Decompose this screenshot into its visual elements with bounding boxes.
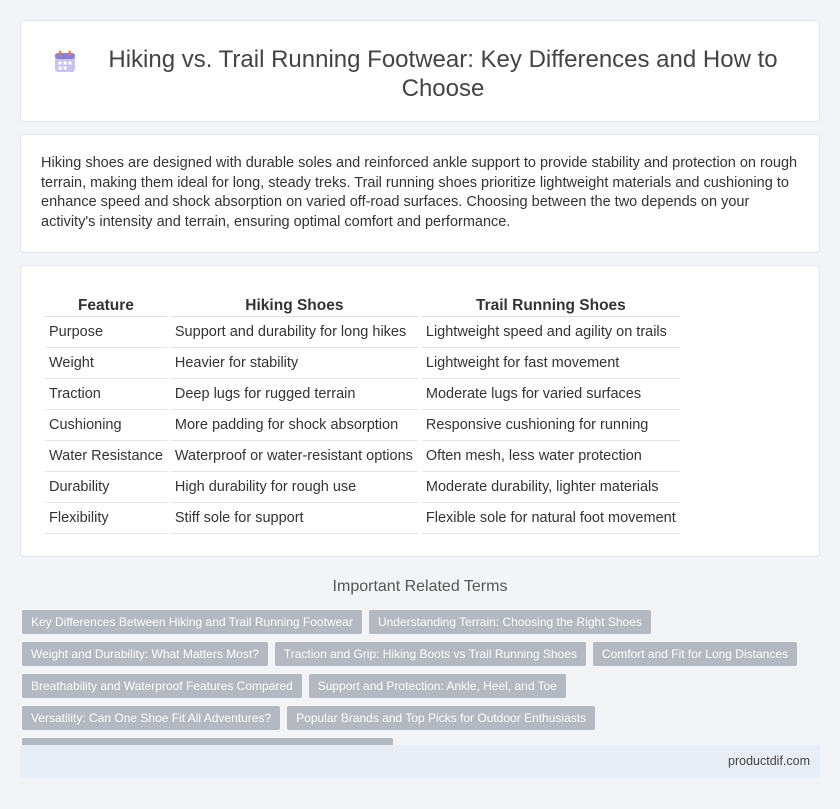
site-name[interactable]: productdif.com xyxy=(728,754,810,768)
comparison-table xyxy=(41,294,684,534)
table-row xyxy=(45,472,680,503)
related-term-tag[interactable]: Comfort and Fit for Long Distances xyxy=(593,642,797,666)
table-row xyxy=(45,441,680,472)
table-cell: Moderate durability, lighter materials xyxy=(422,472,680,503)
related-term-tag[interactable]: Understanding Terrain: Choosing the Right Shoes xyxy=(369,610,651,634)
column-header: Trail Running Shoes xyxy=(422,294,680,317)
table-row xyxy=(45,503,680,534)
column-header: Hiking Shoes xyxy=(171,294,418,317)
header-card xyxy=(20,20,820,122)
table-row xyxy=(45,379,680,410)
comparison-card xyxy=(20,265,820,557)
table-cell: Lightweight for fast movement xyxy=(422,348,680,379)
table-cell: Cushioning xyxy=(45,410,167,441)
table-cell: Lightweight speed and agility on trails xyxy=(422,317,680,348)
table-cell: Stiff sole for support xyxy=(171,503,418,534)
intro-text: Hiking shoes are designed with durable soles and reinforced ankle support to provide stability and protection on rough terrain, making them ideal for long, steady treks. Trail running shoes prioritize lightweight materials and cushioning to enhance speed and shock absorption on varied off-road surfaces. Choosing between the two depends on your activity's intensity and terrain, ensuring optimal comfort and performance. xyxy=(41,155,798,230)
table-cell: Traction xyxy=(45,379,167,410)
table-cell: Purpose xyxy=(45,317,167,348)
table-cell: Often mesh, less water protection xyxy=(422,441,680,472)
table-header-row xyxy=(45,294,680,317)
table-cell: Support and durability for long hikes xyxy=(171,317,418,348)
table-cell: Heavier for stability xyxy=(171,348,418,379)
calendar-icon xyxy=(52,49,78,75)
related-term-tag[interactable]: Breathability and Waterproof Features Compared xyxy=(22,674,302,698)
table-cell: Responsive cushioning for running xyxy=(422,410,680,441)
table-cell: Flexibility xyxy=(45,503,167,534)
intro-card xyxy=(20,134,820,253)
related-terms-heading: Important Related Terms xyxy=(332,578,508,595)
table-cell: Weight xyxy=(45,348,167,379)
table-row xyxy=(45,317,680,348)
column-header: Feature xyxy=(45,294,167,317)
related-term-tag[interactable]: Key Differences Between Hiking and Trail Running Footwear xyxy=(22,610,362,634)
related-term-tag[interactable]: Weight and Durability: What Matters Most? xyxy=(22,642,268,666)
table-cell: Waterproof or water-resistant options xyxy=(171,441,418,472)
table-cell: Flexible sole for natural foot movement xyxy=(422,503,680,534)
table-cell: High durability for rough use xyxy=(171,472,418,503)
table-row xyxy=(45,410,680,441)
table-cell: Moderate lugs for varied surfaces xyxy=(422,379,680,410)
related-term-tag[interactable]: Versatility: Can One Shoe Fit All Adventures? xyxy=(22,706,280,730)
related-term-tag[interactable]: Popular Brands and Top Picks for Outdoor Enthusiasts xyxy=(287,706,595,730)
footer xyxy=(20,745,820,778)
table-cell: More padding for shock absorption xyxy=(171,410,418,441)
table-cell: Deep lugs for rugged terrain xyxy=(171,379,418,410)
related-term-tag[interactable]: Traction and Grip: Hiking Boots vs Trail Running Shoes xyxy=(275,642,586,666)
page-title: Hiking vs. Trail Running Footwear: Key Differences and How to Choose xyxy=(108,46,778,102)
table-cell: Durability xyxy=(45,472,167,503)
table-cell: Water Resistance xyxy=(45,441,167,472)
related-term-tag[interactable]: Support and Protection: Ankle, Heel, and Toe xyxy=(309,674,566,698)
table-row xyxy=(45,348,680,379)
